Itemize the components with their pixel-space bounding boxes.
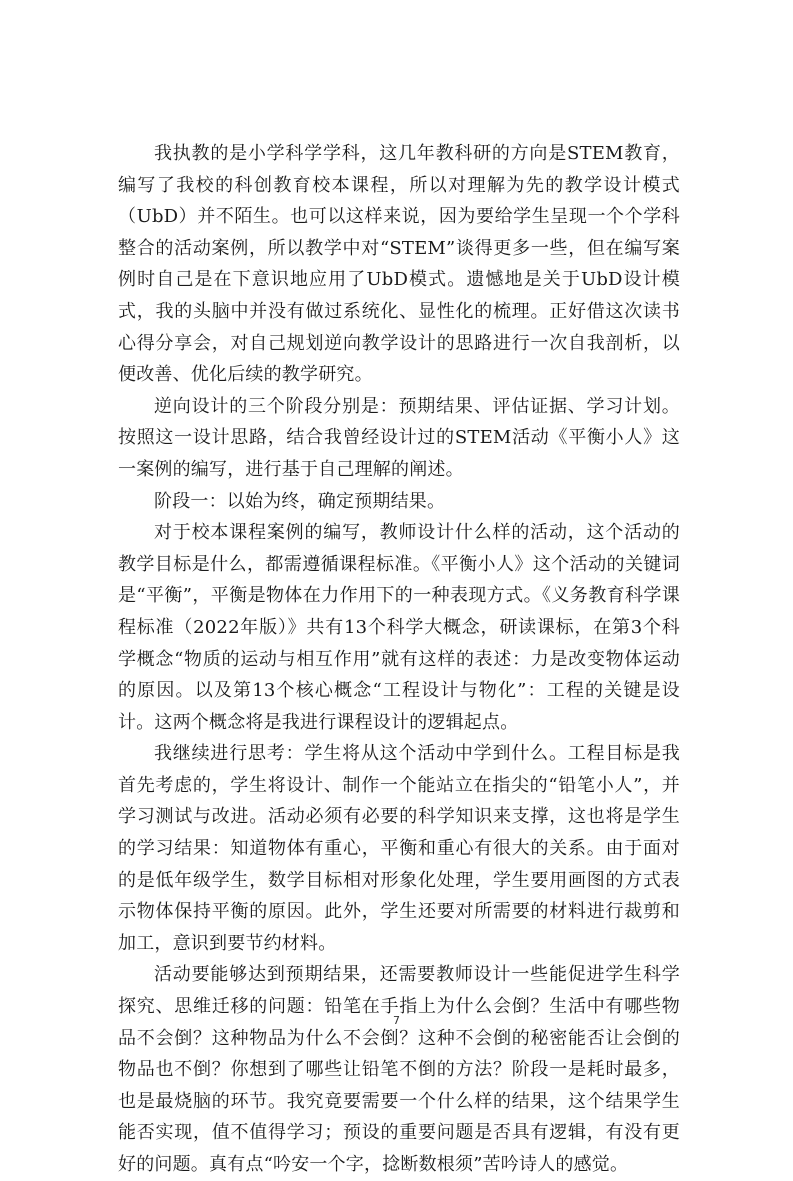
paragraph-4: 对于校本课程案例的编写，教师设计什么样的活动，这个活动的教学目标是什么，都需遵循课程标准。《平衡小人》这个活动的关键词是“平衡”，平衡是物体在力作用下的一种表现方式。《义务教育科学课程标准（2022年版）》共有13个科学大概念，研读课标，在第3个科学概念“物质的运动与相互作用”就有这样的表述：力是改变物体运动的原因。以及第13个核心概念“工程设计与物化”：工程的关键是设计。这两个概念将是我进行课程设计的逻辑起点。: [118, 522, 680, 733]
paragraph-6: 活动要能够达到预期结果，还需要教师设计一些能促进学生科学探究、思维迁移的问题：铅笔在手指上为什么会倒？生活中有哪些物品不会倒？这种物品为什么不会倒？这种不会倒的秘密能否让会倒的物品也不倒？你想到了哪些让铅笔不倒的方法？阶段一是耗时最多，也是最烧脑的环节。我究竟要需要一个什么样的结果，这个结果学生能否实现，值不值得学习；预设的重要问题是否具有逻辑，有没有更好的问题。真有点“吟安一个字，捻断数根须”苦吟诗人的感觉。: [118, 964, 680, 1175]
paragraph-1: 我执教的是小学科学学科，这几年教科研的方向是STEM教育，编写了我校的科创教育校本课程，所以对理解为先的教学设计模式（UbD）并不陌生。也可以这样来说，因为要给学生呈现一个个学科整合的活动案例，所以教学中对“STEM”谈得更多一些，但在编写案例时自己是在下意识地应用了UbD模式。遗憾地是关于UbD设计模式，我的头脑中并没有做过系统化、显性化的梳理。正好借这次读书心得分享会，对自己规划逆向教学设计的思路进行一次自我剖析，以便改善、优化后续的教学研究。: [118, 143, 680, 386]
paragraph-2: 逆向设计的三个阶段分别是：预期结果、评估证据、学习计划。按照这一设计思路，结合我曾经设计过的STEM活动《平衡小人》这一案例的编写，进行基于自己理解的阐述。: [118, 395, 680, 480]
paragraph-5: 我继续进行思考：学生将从这个活动中学到什么。工程目标是我首先考虑的，学生将设计、制作一个能站立在指尖的“铅笔小人”，并学习测试与改进。活动必须有必要的科学知识来支撑，这也将是学生的学习结果：知道物体有重心，平衡和重心有很大的关系。由于面对的是低年级学生，数学目标相对形象化处理，学生要用画图的方式表示物体保持平衡的原因。此外，学生还要对所需要的材料进行裁剪和加工，意识到要节约材料。: [118, 743, 680, 954]
page-number: 7: [393, 1014, 400, 1027]
paragraph-3: 阶段一：以始为终，确定预期结果。: [154, 490, 446, 512]
